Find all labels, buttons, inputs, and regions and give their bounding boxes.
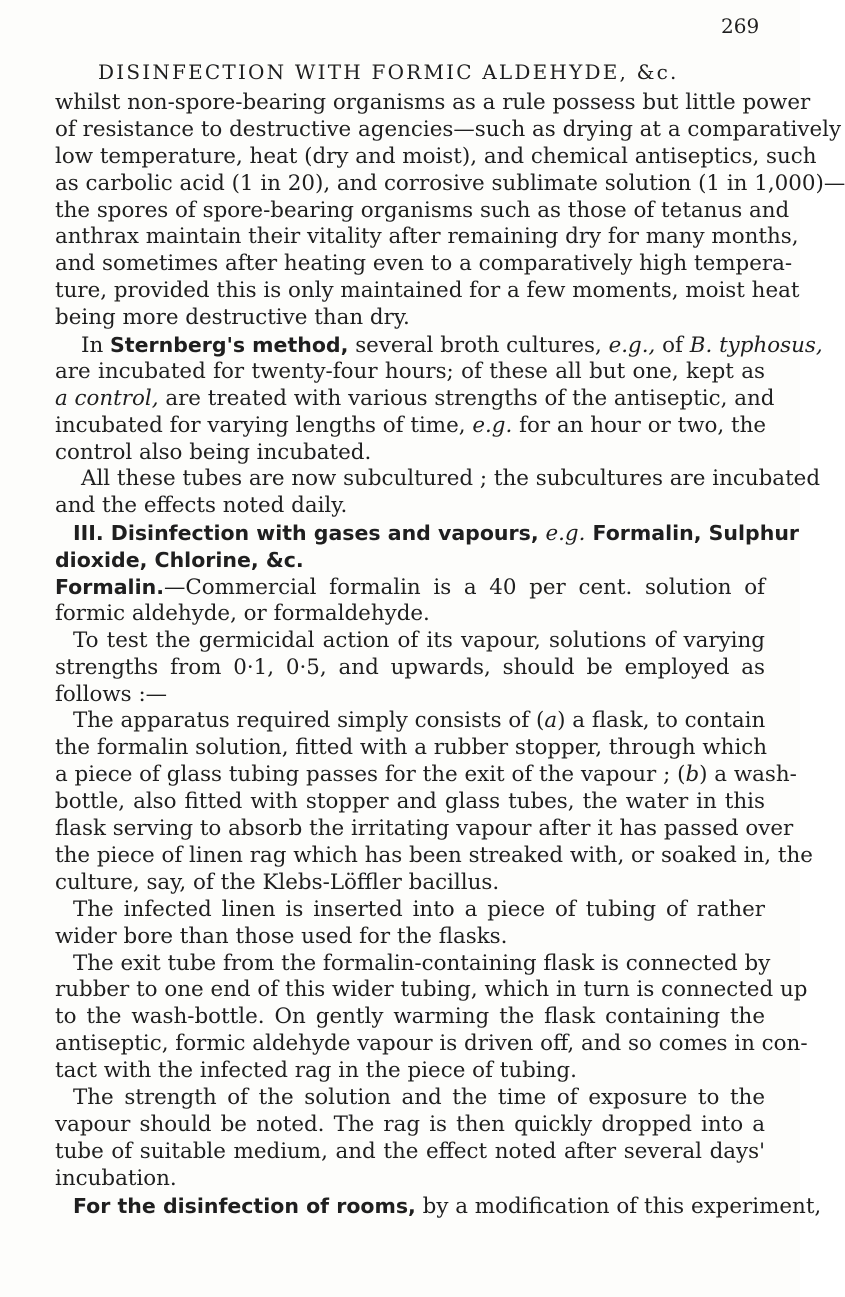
italic-text: a control, bbox=[55, 385, 159, 411]
paragraph-room-disinfection bbox=[55, 1193, 822, 1220]
italic-text: b bbox=[685, 762, 700, 788]
section-heading: III. Disinfection with gases and vapours, bbox=[73, 521, 539, 546]
text-line: are incubated for twenty-four hours; of these all but one, kept as bbox=[55, 358, 765, 384]
text-line: wider bore than those used for the flasks. bbox=[55, 923, 508, 949]
text-line bbox=[55, 762, 797, 789]
paragraph-formalin bbox=[55, 574, 765, 601]
text-line: as carbolic acid (1 in 20), and corrosive sublimate solution (1 in 1,000)— bbox=[55, 170, 845, 196]
text-line: of resistance to destructive agencies—such as drying at a comparatively bbox=[55, 116, 842, 142]
text-line: tube of suitable medium, and the effect noted after several days' bbox=[55, 1138, 765, 1164]
running-head bbox=[40, 12, 760, 82]
page-number: 269 bbox=[721, 14, 760, 38]
text-run: of bbox=[655, 333, 690, 359]
text-line: bottle, also fitted with stopper and glass tubes, the water in this bbox=[55, 789, 765, 815]
text-run: —Commercial formalin is a 40 per cent. solution of bbox=[164, 575, 765, 601]
text-line: flask serving to absorb the irritating vapour after it has passed over bbox=[55, 816, 794, 842]
text-run: ) a wash- bbox=[699, 762, 797, 788]
italic-text: e.g. bbox=[472, 412, 513, 438]
text-line: the spores of spore-bearing organisms such as those of tetanus and bbox=[55, 197, 790, 223]
text-line: anthrax maintain their vitality after remaining dry for many months, bbox=[55, 224, 799, 250]
text-run: incubated for varying lengths of time, bbox=[55, 412, 473, 438]
section-heading: dioxide, Chlorine, &c. bbox=[55, 548, 304, 573]
text-run: a piece of glass tubing passes for the exit of the vapour ; ( bbox=[55, 762, 686, 788]
text-run: The apparatus required simply consists of ( bbox=[73, 708, 545, 734]
text-run: In bbox=[81, 333, 111, 359]
text-run: by a modification of this experiment, bbox=[415, 1193, 822, 1219]
text-run: ) a flask, to contain bbox=[557, 708, 766, 734]
running-head-title: DISINFECTION WITH FORMIC ALDEHYDE, &c. bbox=[98, 60, 679, 84]
body-text bbox=[55, 90, 845, 1219]
italic-text: e.g., bbox=[608, 333, 656, 359]
text-line: to the wash-bottle. On gently warming the flask containing the bbox=[55, 1004, 765, 1030]
text-run: for an hour or two, the bbox=[512, 412, 767, 438]
text-line: The infected linen is inserted into a piece of tubing of rather bbox=[73, 896, 765, 922]
italic-text: B. typhosus, bbox=[689, 333, 823, 359]
text-line bbox=[55, 413, 765, 440]
text-line: strengths from 0·1, 0·5, and upwards, should be employed as bbox=[55, 654, 765, 680]
paragraph-sternberg-method bbox=[55, 332, 823, 359]
run-in-heading: Formalin. bbox=[55, 575, 164, 600]
text-line: low temperature, heat (dry and moist), and chemical antiseptics, such bbox=[55, 143, 817, 169]
section-heading-continued bbox=[55, 547, 765, 574]
text-line: To test the germicidal action of its vapour, solutions of varying bbox=[73, 627, 765, 653]
text-line: whilst non-spore-bearing organisms as a rule possess but little power bbox=[55, 90, 811, 115]
text-line: and the effects noted daily. bbox=[55, 493, 348, 519]
text-line: and sometimes after heating even to a comparatively high tempera- bbox=[55, 251, 793, 277]
italic-text: e.g. bbox=[545, 521, 586, 547]
text-line bbox=[55, 385, 775, 413]
text-line: ture, provided this is only maintained for a few moments, moist heat bbox=[55, 278, 800, 304]
run-in-heading: For the disinfection of rooms, bbox=[73, 1193, 416, 1218]
text-line: vapour should be noted. The rag is then quickly dropped into a bbox=[55, 1111, 765, 1137]
run-in-heading: Sternberg's method, bbox=[110, 333, 349, 358]
text-line: the formalin solution, fitted with a rubber stopper, through which bbox=[55, 735, 768, 761]
text-run: several broth cultures, bbox=[348, 333, 609, 359]
text-line: rubber to one end of this wider tubing, which in turn is connected up bbox=[55, 977, 808, 1003]
text-line: culture, say, of the Klebs-Löffler bacillus. bbox=[55, 869, 500, 895]
text-line: The exit tube from the formalin-containing flask is connected by bbox=[73, 950, 771, 976]
text-line: antiseptic, formic aldehyde vapour is driven off, and so comes in con- bbox=[55, 1031, 808, 1057]
text-line: the piece of linen rag which has been streaked with, or soaked in, the bbox=[55, 842, 813, 868]
text-line: follows :— bbox=[55, 681, 168, 707]
text-line: The strength of the solution and the time of exposure to the bbox=[73, 1084, 765, 1110]
text-line: All these tubes are now subcultured ; the subcultures are incubated bbox=[81, 466, 821, 492]
text-line: formic aldehyde, or formaldehyde. bbox=[55, 600, 430, 626]
text-line: tact with the infected rag in the piece of tubing. bbox=[55, 1058, 577, 1084]
text-line: control also being incubated. bbox=[55, 439, 372, 465]
section-heading-iii bbox=[55, 520, 800, 547]
section-heading: Formalin, Sulphur bbox=[585, 521, 800, 546]
text-line: being more destructive than dry. bbox=[55, 305, 410, 331]
italic-text: a bbox=[544, 708, 558, 734]
text-line bbox=[55, 708, 765, 735]
text-run: are treated with various strengths of the antiseptic, and bbox=[158, 385, 775, 411]
text-line: incubation. bbox=[55, 1165, 177, 1191]
